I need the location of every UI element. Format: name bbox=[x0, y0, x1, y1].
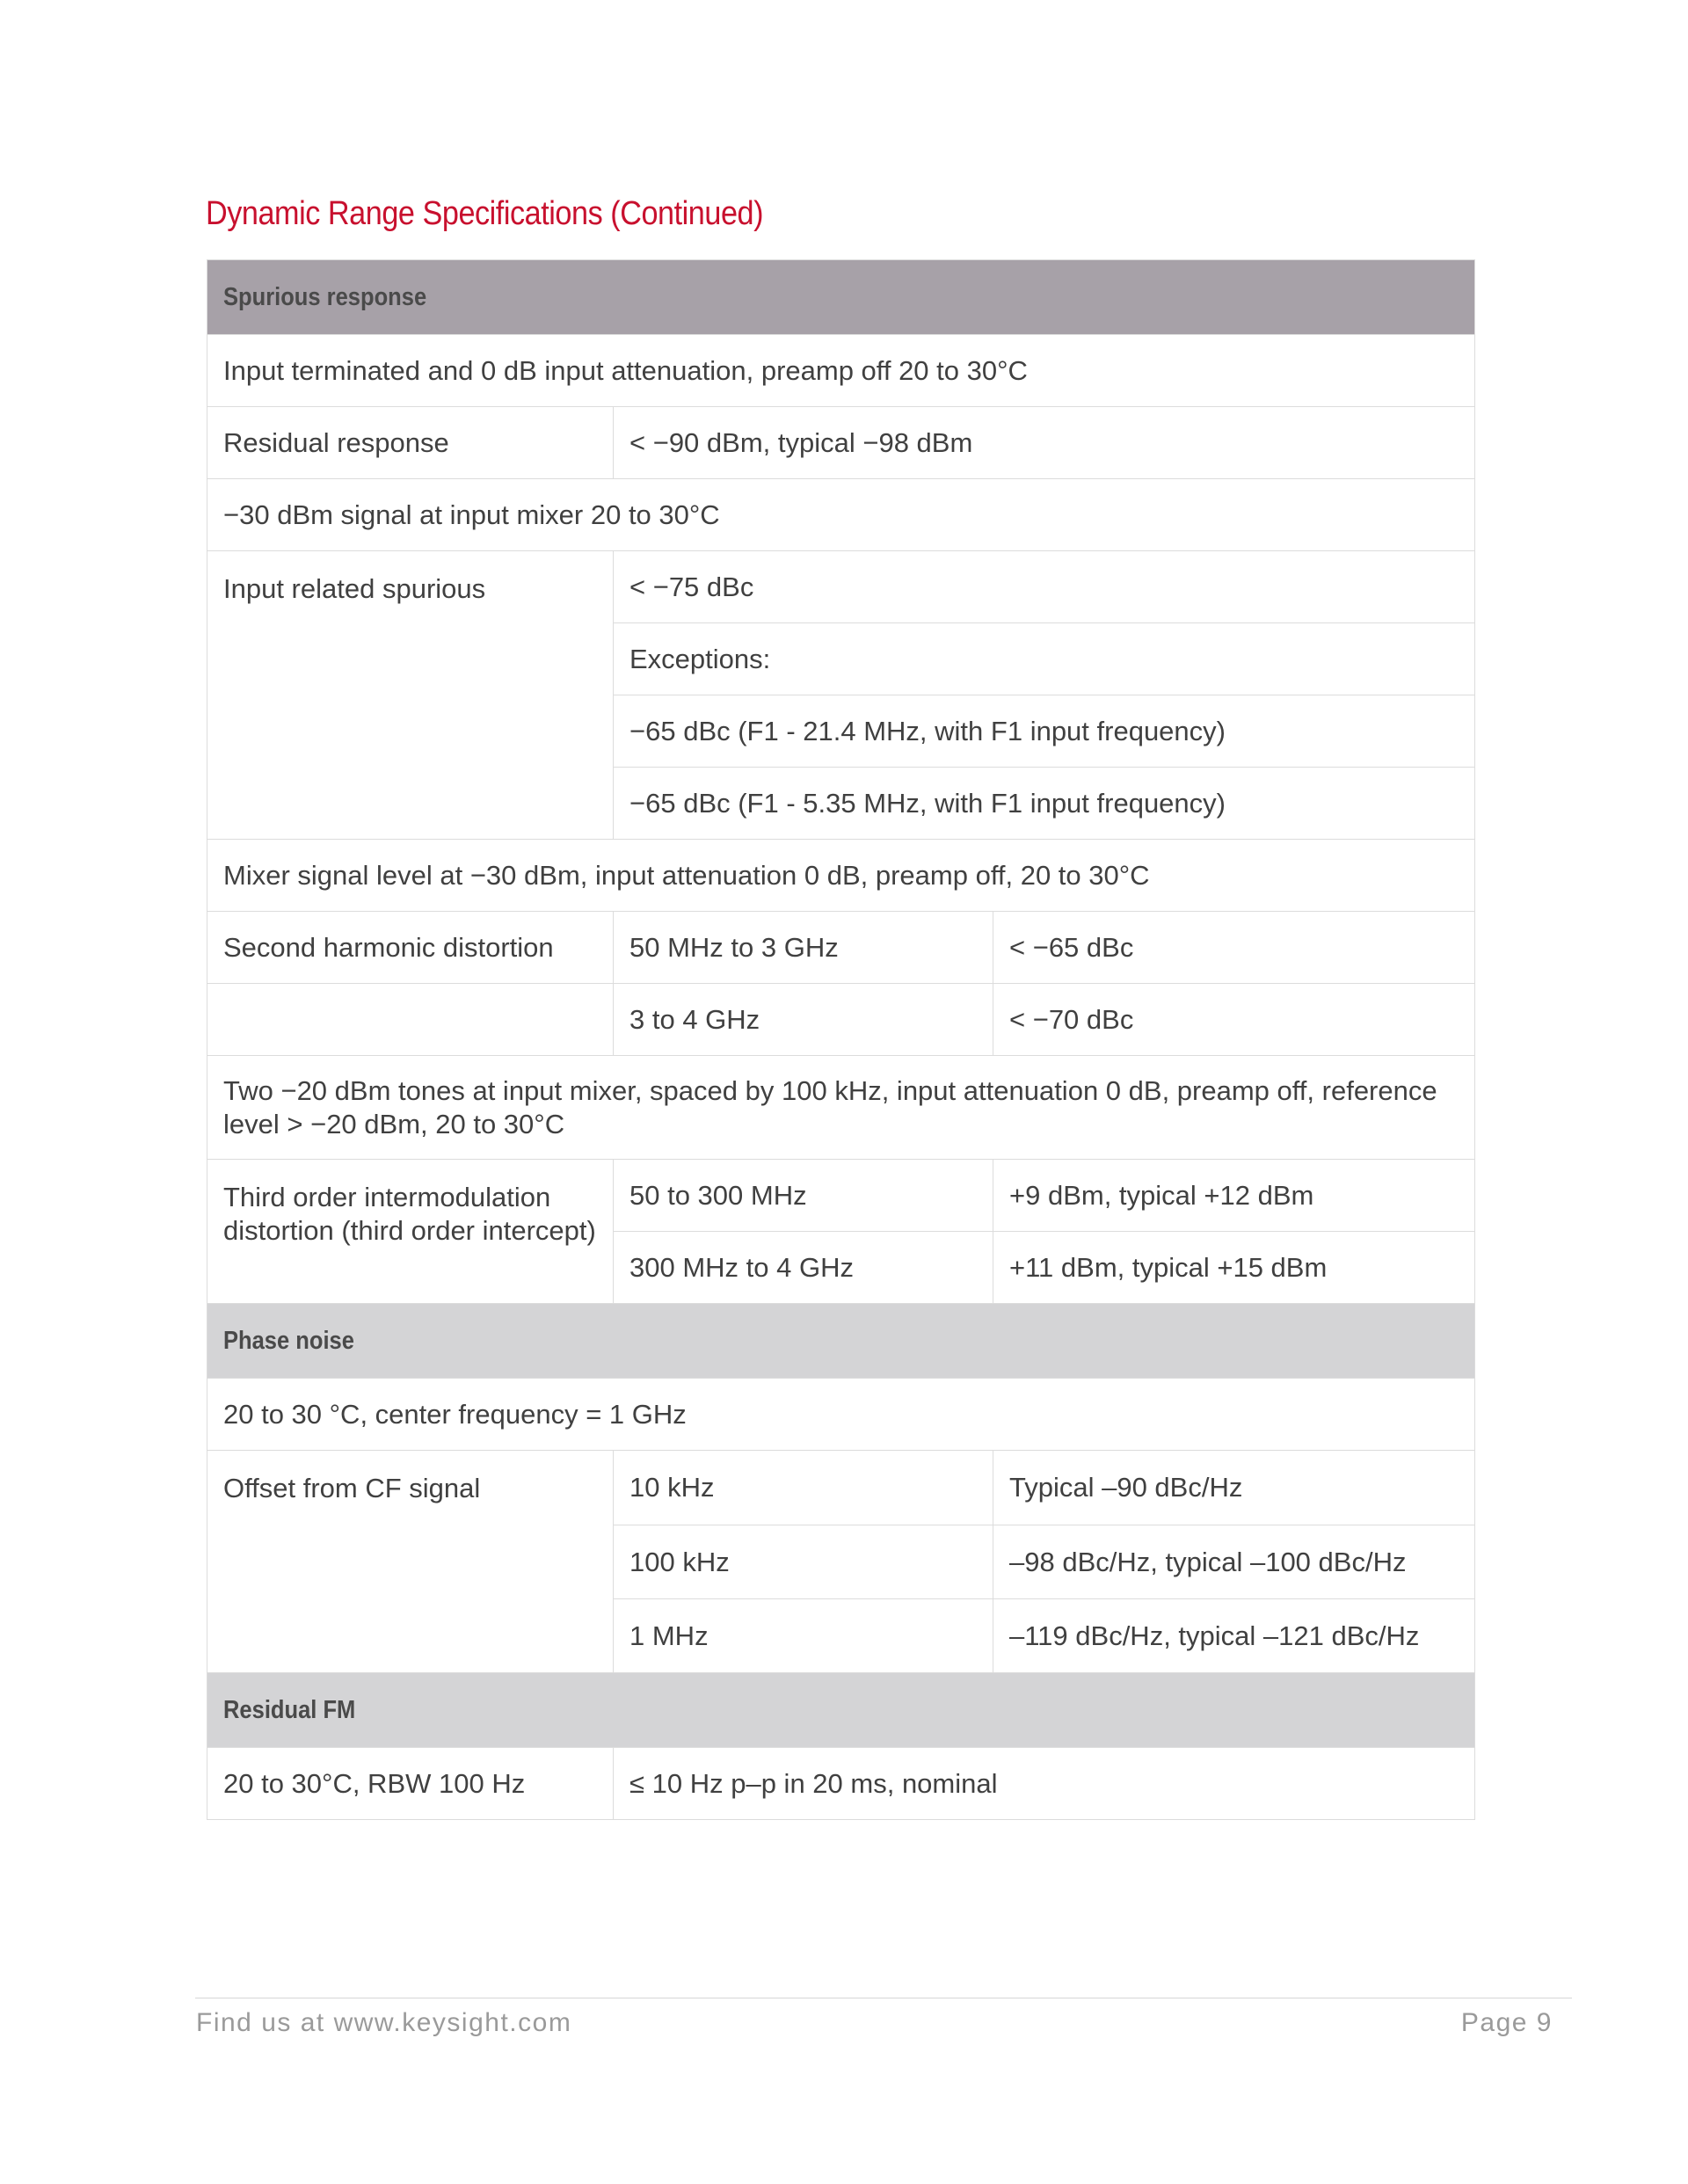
row-value: < −75 dBc bbox=[614, 551, 1475, 623]
row-value: −65 dBc (F1 - 21.4 MHz, with F1 input frequency) bbox=[614, 695, 1475, 768]
condition-row bbox=[207, 1379, 1475, 1451]
footer-page-number: Page 9 bbox=[1460, 2008, 1553, 2037]
row-range: 50 MHz to 3 GHz bbox=[614, 912, 993, 984]
condition-text: Two −20 dBm tones at input mixer, spaced by 100 kHz, input attenuation 0 dB, preamp off, reference level > −20 dBm, 20 to 30°C bbox=[207, 1056, 1475, 1160]
table-row bbox=[207, 984, 1475, 1056]
row-value: –119 dBc/Hz, typical –121 dBc/Hz bbox=[993, 1599, 1475, 1673]
condition-row bbox=[207, 335, 1475, 407]
row-range: 50 to 300 MHz bbox=[614, 1160, 993, 1232]
row-label: Input related spurious bbox=[207, 551, 614, 840]
table-row bbox=[207, 912, 1475, 984]
row-value: < −65 dBc bbox=[993, 912, 1475, 984]
condition-text: Mixer signal level at −30 dBm, input attenuation 0 dB, preamp off, 20 to 30°C bbox=[207, 840, 1475, 912]
section-header-phase-noise: Phase noise bbox=[207, 1304, 1475, 1379]
section-header-row bbox=[207, 1304, 1475, 1379]
row-range: 1 MHz bbox=[614, 1599, 993, 1673]
row-value: ≤ 10 Hz p–p in 20 ms, nominal bbox=[614, 1748, 1475, 1820]
row-range: 10 kHz bbox=[614, 1451, 993, 1525]
row-label-empty bbox=[207, 984, 614, 1056]
row-label: 20 to 30°C, RBW 100 Hz bbox=[207, 1748, 614, 1820]
row-value: −65 dBc (F1 - 5.35 MHz, with F1 input frequency) bbox=[614, 768, 1475, 840]
table-row bbox=[207, 407, 1475, 479]
row-value: < −70 dBc bbox=[993, 984, 1475, 1056]
condition-text: 20 to 30 °C, center frequency = 1 GHz bbox=[207, 1379, 1475, 1451]
condition-text: −30 dBm signal at input mixer 20 to 30°C bbox=[207, 479, 1475, 551]
condition-row bbox=[207, 840, 1475, 912]
page-title: Dynamic Range Specifications (Continued) bbox=[206, 195, 764, 232]
row-value: Typical –90 dBc/Hz bbox=[993, 1451, 1475, 1525]
row-range: 100 kHz bbox=[614, 1525, 993, 1599]
section-header-row bbox=[207, 1673, 1475, 1748]
row-value: < −90 dBm, typical −98 dBm bbox=[614, 407, 1475, 479]
row-value: +11 dBm, typical +15 dBm bbox=[993, 1232, 1475, 1304]
section-header-residual-fm: Residual FM bbox=[207, 1673, 1475, 1748]
row-label: Third order intermodulation distortion (third order intercept) bbox=[207, 1160, 614, 1304]
footer-website: Find us at www.keysight.com bbox=[196, 2008, 572, 2037]
condition-row bbox=[207, 1056, 1475, 1160]
condition-text: Input terminated and 0 dB input attenuation, preamp off 20 to 30°C bbox=[207, 335, 1475, 407]
row-label: Residual response bbox=[207, 407, 614, 479]
row-value: +9 dBm, typical +12 dBm bbox=[993, 1160, 1475, 1232]
row-value: –98 dBc/Hz, typical –100 dBc/Hz bbox=[993, 1525, 1475, 1599]
row-range: 3 to 4 GHz bbox=[614, 984, 993, 1056]
section-header-row bbox=[207, 260, 1475, 335]
row-value: Exceptions: bbox=[614, 623, 1475, 695]
table-row bbox=[207, 1748, 1475, 1820]
row-label: Offset from CF signal bbox=[207, 1451, 614, 1673]
table-row bbox=[207, 551, 1475, 623]
table-row bbox=[207, 1160, 1475, 1232]
section-header-spurious: Spurious response bbox=[207, 260, 1475, 335]
table-row bbox=[207, 1451, 1475, 1525]
row-range: 300 MHz to 4 GHz bbox=[614, 1232, 993, 1304]
spec-table bbox=[207, 259, 1475, 1820]
condition-row bbox=[207, 479, 1475, 551]
row-label: Second harmonic distortion bbox=[207, 912, 614, 984]
